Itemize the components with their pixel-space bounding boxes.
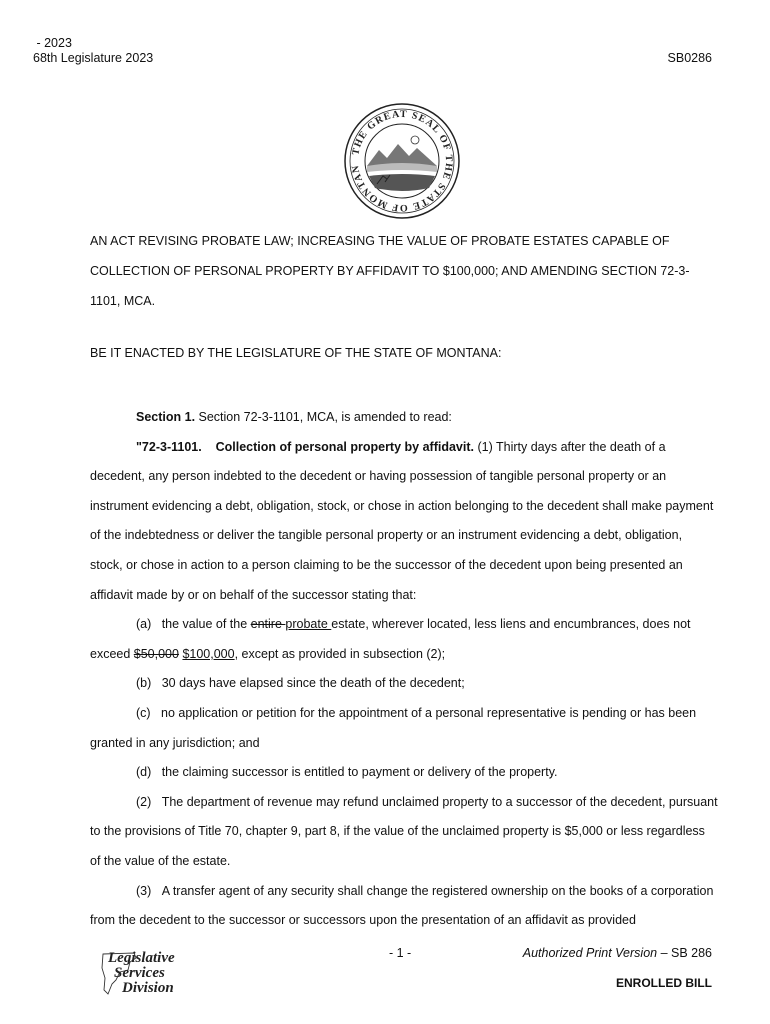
- item-a-text-2: estate, wherever located, less liens and encumbrances, does not exceed: [90, 617, 691, 661]
- section-intro-text: Section 72-3-1101, MCA, is amended to read:: [195, 410, 452, 424]
- seal-text: THE GREAT SEAL OF THE STATE OF MONTAN: [350, 108, 455, 214]
- act-title: [90, 226, 718, 316]
- item-a-end: , except as provided in subsection (2);: [234, 646, 446, 661]
- bill-id: SB0286: [667, 51, 712, 65]
- act-title-line-1: AN ACT REVISING PROBATE LAW; INCREASING THE VALUE OF PROBATE ESTATES CAPABLE OF: [90, 234, 670, 248]
- enacting-clause: BE IT ENACTED BY THE LEGISLATURE OF THE STATE OF MONTANA:: [90, 346, 502, 360]
- subsection-1-text: (1) Thirty days after the death of a decedent, any person indebted to the decedent or having possession of tangible personal property or an instrument evidencing a debt, obligation, stock, or chose in action belonging to the decedent shall make payment of the indebtedness or deliver the tangible personal property or an instrument evidencing a debt, obligation, stock, or chose in action to a person claiming to be the successor of the decedent upon being presented an affidavit made by or on behalf of the successor stating that:: [90, 439, 714, 602]
- logo-line-2: Services: [114, 965, 165, 981]
- act-title-line-3: 1101, MCA.: [90, 294, 156, 308]
- section-heading: Section 1.: [136, 410, 196, 424]
- enrolled-bill-label: ENROLLED BILL: [616, 976, 712, 990]
- logo-line-3: Division: [122, 980, 174, 996]
- item-a: [90, 610, 718, 669]
- stricken-text: entire: [250, 617, 286, 632]
- header-legislature: 68th Legislature 2023: [33, 51, 154, 65]
- statute-title: Collection of personal property by affidavit.: [215, 439, 474, 454]
- section-1-intro: [90, 403, 718, 433]
- statute-subsection-1: [90, 433, 718, 611]
- statute-sep: [202, 440, 216, 454]
- header-year: - 2023: [33, 36, 72, 50]
- inserted-amount: $100,000: [182, 646, 235, 661]
- item-b: (b) 30 days have elapsed since the death of the decedent;: [136, 676, 465, 691]
- statute-number: "72-3-1101.: [136, 439, 202, 454]
- item-c: (c) no application or petition for the appointment of a personal representative is pending or has been granted in any jurisdiction; and: [90, 705, 697, 750]
- print-version-bill: – SB 286: [657, 946, 712, 960]
- header-left: [33, 36, 153, 66]
- item-a-text: (a) the value of the: [136, 617, 251, 632]
- legislative-services-division-logo: [100, 950, 186, 1000]
- inserted-text: probate: [285, 617, 332, 632]
- act-title-line-2: COLLECTION OF PERSONAL PROPERTY BY AFFIDAVIT TO $100,000; AND AMENDING SECTION 72-3-: [90, 264, 690, 278]
- subsection-2: (2) The department of revenue may refund unclaimed property to a successor of the decedent, pursuant to the provisions of Title 70, chapter 9, part 8, if the value of the unclaimed property is $5,000 or less regardless of the value of the estate.: [90, 794, 718, 868]
- bill-body: [90, 403, 718, 936]
- stricken-amount: $50,000: [133, 646, 179, 661]
- subsection-3: (3) A transfer agent of any security shall change the registered ownership on the books of a corporation from the decedent to the successor or successors upon the presentation of an affidavit as provided: [90, 883, 714, 928]
- montana-state-seal: [343, 102, 461, 220]
- page-number: - 1 -: [389, 946, 412, 960]
- logo-line-1: Legislative: [108, 950, 175, 966]
- item-d: (d) the claiming successor is entitled to payment or delivery of the property.: [136, 765, 558, 780]
- print-version: [523, 946, 712, 960]
- print-version-label: Authorized Print Version: [522, 946, 658, 960]
